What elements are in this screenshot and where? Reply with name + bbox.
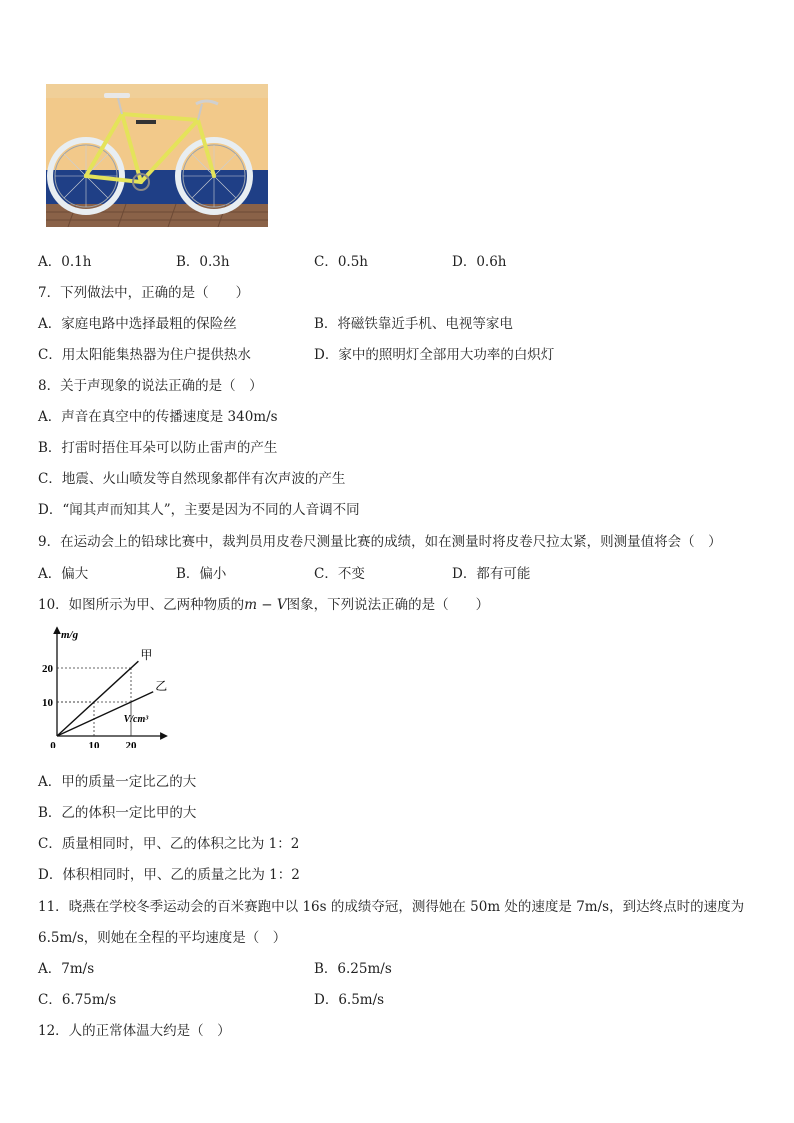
q10-option-a[interactable]: A．甲的质量一定比乙的大 (38, 774, 197, 790)
y-tick-label: 10 (42, 697, 53, 709)
q10-option-b[interactable]: B．乙的体积一定比甲的大 (38, 805, 197, 821)
q8-option-c[interactable]: C．地震、火山喷发等自然现象都伴有次声波的产生 (38, 471, 346, 487)
q10-option-c[interactable]: C．质量相同时，甲、乙的体积之比为 1：2 (38, 836, 300, 852)
series-label: 甲 (140, 648, 153, 663)
bicycle-photo (46, 84, 268, 227)
q6-option-a[interactable]: A．0.1h (38, 254, 92, 270)
y-tick-label: 20 (42, 663, 53, 675)
q11-stem-line2: 6.5m/s，则她在全程的平均速度是（ ） (38, 930, 287, 946)
q8-option-b[interactable]: B．打雷时捂住耳朵可以防止雷声的产生 (38, 440, 278, 456)
q10-stem-math: m − V (244, 597, 287, 613)
q11-option-b[interactable]: B．6.25m/s (314, 961, 392, 977)
q9-stem: 9．在运动会上的铅球比赛中，裁判员用皮卷尺测量比赛的成绩，如在测量时将皮卷尺拉太紧，则测量值将会（ ） (38, 534, 722, 550)
q11-option-a[interactable]: A．7m/s (38, 961, 95, 977)
y-axis-label: m/g (61, 629, 79, 641)
q7-stem: 7．下列做法中，正确的是（ ） (38, 285, 250, 301)
q11-option-c[interactable]: C．6.75m/s (38, 992, 117, 1008)
mv-chart (38, 624, 188, 748)
q10-stem-after: 图象，下列说法正确的是（ ） (286, 597, 490, 613)
q7-option-b[interactable]: B．将磁铁靠近手机、电视等家电 (314, 316, 513, 332)
q6-option-b[interactable]: B．0.3h (176, 254, 230, 270)
x-axis-label: V/cm³ (123, 714, 149, 725)
q9-option-d[interactable]: D．都有可能 (452, 566, 531, 582)
q12-stem: 12．人的正常体温大约是（ ） (38, 1023, 231, 1039)
q8-option-a[interactable]: A．声音在真空中的传播速度是 340m/s (38, 409, 278, 425)
q8-option-d[interactable]: D．“闻其声而知其人”，主要是因为不同的人音调不同 (38, 502, 360, 518)
x-tick-label: 10 (88, 740, 100, 748)
q6-option-d[interactable]: D．0.6h (452, 254, 507, 270)
q7-option-c[interactable]: C．用太阳能集热器为住户提供热水 (38, 347, 251, 363)
q6-option-c[interactable]: C．0.5h (314, 254, 368, 270)
origin-label: 0 (50, 740, 56, 748)
q10-option-d[interactable]: D．体积相同时，甲、乙的质量之比为 1：2 (38, 867, 300, 883)
x-tick-label: 20 (125, 740, 137, 748)
q8-stem: 8．关于声现象的说法正确的是（ ） (38, 378, 263, 394)
q9-option-c[interactable]: C．不变 (314, 566, 365, 582)
q11-option-d[interactable]: D．6.5m/s (314, 992, 385, 1008)
q7-option-a[interactable]: A．家庭电路中选择最粗的保险丝 (38, 316, 237, 332)
q9-option-a[interactable]: A．偏大 (38, 566, 89, 582)
q10-stem (38, 593, 489, 613)
series-label: 乙 (155, 678, 168, 693)
q9-option-b[interactable]: B．偏小 (176, 566, 227, 582)
q11-stem-line1: 11．晓燕在学校冬季运动会的百米赛跑中以 16s 的成绩夺冠，测得她在 50m 处的速度是 7m/s，到达终点时的速度为 (38, 899, 745, 915)
q7-option-d[interactable]: D．家中的照明灯全部用大功率的白炽灯 (314, 347, 555, 363)
q10-stem-before: 10．如图所示为甲、乙两种物质的 (38, 597, 245, 613)
